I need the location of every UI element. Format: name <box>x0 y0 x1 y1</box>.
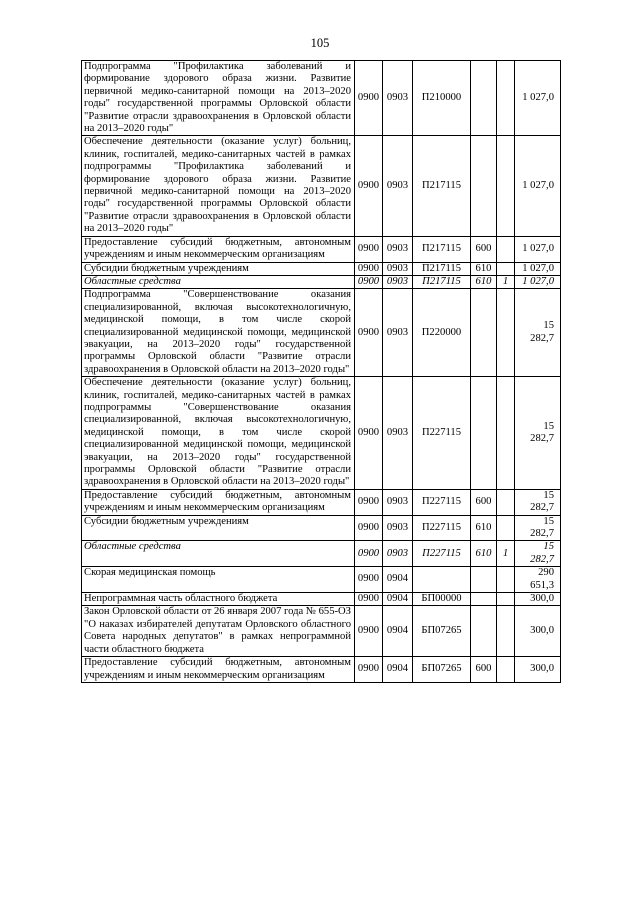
cell-source <box>497 61 515 136</box>
cell-subsection: 0903 <box>383 289 413 377</box>
cell-amount: 15 282,7 <box>515 541 561 567</box>
cell-source: 1 <box>497 541 515 567</box>
cell-subsection: 0903 <box>383 236 413 262</box>
cell-expense-type: 610 <box>471 515 497 541</box>
cell-source <box>497 489 515 515</box>
cell-subsection: 0903 <box>383 541 413 567</box>
cell-name: Обеспечение деятельности (оказание услуг) больниц, клиник, госпиталей, медико-санитарных частей в рамках подпрограммы "Совершенствование оказания специализированной, включая высокотехнологичную, медицинской помощи, в том числе скорой специализированной медицинской помощи, медицинской эвакуации, на 2013–2020 годы" государственной программы Орловской области "Развитие отрасли здравоохранения в Орловской области на 2013–2020 годы" <box>82 377 355 490</box>
cell-name: Предоставление субсидий бюджетным, автономным учреждениям и иным некоммерческим организациям <box>82 236 355 262</box>
cell-section: 0900 <box>355 61 383 136</box>
cell-amount: 300,0 <box>515 606 561 657</box>
cell-amount: 290 651,3 <box>515 567 561 593</box>
cell-expense-type: 610 <box>471 262 497 275</box>
cell-section: 0900 <box>355 136 383 236</box>
cell-source <box>497 606 515 657</box>
cell-expense-type <box>471 377 497 490</box>
cell-subsection: 0904 <box>383 567 413 593</box>
cell-source <box>497 236 515 262</box>
cell-source: 1 <box>497 275 515 288</box>
cell-amount: 15 282,7 <box>515 289 561 377</box>
cell-expense-type <box>471 567 497 593</box>
cell-expense-type: 610 <box>471 541 497 567</box>
cell-target-item: П217115 <box>413 262 471 275</box>
cell-target-item: П220000 <box>413 289 471 377</box>
table-row <box>82 489 561 515</box>
cell-target-item: П227115 <box>413 515 471 541</box>
cell-source <box>497 593 515 606</box>
cell-name: Предоставление субсидий бюджетным, автономным учреждениям и иным некоммерческим организациям <box>82 657 355 683</box>
cell-amount: 300,0 <box>515 593 561 606</box>
cell-section: 0900 <box>355 289 383 377</box>
cell-target-item: П227115 <box>413 541 471 567</box>
cell-target-item: БП07265 <box>413 657 471 683</box>
cell-amount: 300,0 <box>515 657 561 683</box>
cell-expense-type: 600 <box>471 236 497 262</box>
table-row <box>82 567 561 593</box>
cell-subsection: 0903 <box>383 515 413 541</box>
cell-name: Непрограммная часть областного бюджета <box>82 593 355 606</box>
cell-amount: 15 282,7 <box>515 377 561 490</box>
cell-name: Субсидии бюджетным учреждениям <box>82 262 355 275</box>
cell-amount: 1 027,0 <box>515 61 561 136</box>
cell-section: 0900 <box>355 236 383 262</box>
table-row <box>82 236 561 262</box>
cell-section: 0900 <box>355 489 383 515</box>
table-row <box>82 136 561 236</box>
table-row <box>82 593 561 606</box>
cell-section: 0900 <box>355 567 383 593</box>
cell-expense-type <box>471 136 497 236</box>
table-row <box>82 262 561 275</box>
cell-expense-type <box>471 289 497 377</box>
table-row <box>82 61 561 136</box>
cell-amount: 15 282,7 <box>515 489 561 515</box>
cell-section: 0900 <box>355 606 383 657</box>
cell-amount: 1 027,0 <box>515 136 561 236</box>
cell-section: 0900 <box>355 262 383 275</box>
cell-subsection: 0904 <box>383 593 413 606</box>
table-row <box>82 657 561 683</box>
page-number: 105 <box>310 36 330 50</box>
cell-target-item: П217115 <box>413 275 471 288</box>
cell-target-item: П227115 <box>413 489 471 515</box>
cell-subsection: 0903 <box>383 275 413 288</box>
cell-section: 0900 <box>355 593 383 606</box>
cell-expense-type <box>471 606 497 657</box>
cell-section: 0900 <box>355 515 383 541</box>
cell-section: 0900 <box>355 275 383 288</box>
cell-target-item: П217115 <box>413 236 471 262</box>
cell-expense-type: 610 <box>471 275 497 288</box>
cell-name: Скорая медицинская помощь <box>82 567 355 593</box>
cell-source <box>497 567 515 593</box>
cell-expense-type: 600 <box>471 489 497 515</box>
cell-target-item <box>413 567 471 593</box>
cell-name: Закон Орловской области от 26 января 2007 года № 655-ОЗ "О наказах избирателей депутатам Орловского областного Совета народных депутатов" в рамках непрограммной части областного бюджета <box>82 606 355 657</box>
cell-amount: 1 027,0 <box>515 262 561 275</box>
cell-expense-type: 600 <box>471 657 497 683</box>
cell-section: 0900 <box>355 657 383 683</box>
cell-source <box>497 657 515 683</box>
budget-table <box>81 60 561 683</box>
cell-amount: 1 027,0 <box>515 275 561 288</box>
table-row <box>82 377 561 490</box>
cell-subsection: 0903 <box>383 136 413 236</box>
table-row <box>82 515 561 541</box>
cell-section: 0900 <box>355 541 383 567</box>
cell-subsection: 0903 <box>383 262 413 275</box>
cell-subsection: 0903 <box>383 489 413 515</box>
cell-expense-type <box>471 593 497 606</box>
cell-source <box>497 377 515 490</box>
cell-source <box>497 289 515 377</box>
cell-name: Областные средства <box>82 275 355 288</box>
cell-amount: 1 027,0 <box>515 236 561 262</box>
cell-target-item: П210000 <box>413 61 471 136</box>
table-row <box>82 606 561 657</box>
table-body <box>82 61 561 683</box>
cell-name: Подпрограмма "Совершенствование оказания специализированной, включая высокотехнологичную, медицинской помощи, в том числе скорой специализированной медицинской помощи, медицинской эвакуации, на 2013–2020 годы" государственной программы Орловской области "Развитие отрасли здравоохранения в Орловской области на 2013–2020 годы" <box>82 289 355 377</box>
cell-target-item: П227115 <box>413 377 471 490</box>
cell-target-item: БП00000 <box>413 593 471 606</box>
table-row <box>82 289 561 377</box>
table-row <box>82 275 561 288</box>
cell-name: Предоставление субсидий бюджетным, автономным учреждениям и иным некоммерческим организациям <box>82 489 355 515</box>
cell-target-item: БП07265 <box>413 606 471 657</box>
cell-name: Субсидии бюджетным учреждениям <box>82 515 355 541</box>
cell-name: Обеспечение деятельности (оказание услуг) больниц, клиник, госпиталей, медико-санитарных частей в рамках подпрограммы "Профилактика заболеваний и формирование здорового образа жизни. Развитие первичной медико-санитарной помощи на 2013–2020 годы" государственной программы Орловской области "Развитие отрасли здравоохранения в Орловской области на 2013–2020 годы" <box>82 136 355 236</box>
cell-section: 0900 <box>355 377 383 490</box>
cell-name: Областные средства <box>82 541 355 567</box>
cell-subsection: 0903 <box>383 61 413 136</box>
cell-subsection: 0904 <box>383 606 413 657</box>
cell-amount: 15 282,7 <box>515 515 561 541</box>
cell-subsection: 0903 <box>383 377 413 490</box>
cell-subsection: 0904 <box>383 657 413 683</box>
table-row <box>82 541 561 567</box>
cell-source <box>497 136 515 236</box>
cell-expense-type <box>471 61 497 136</box>
cell-source <box>497 262 515 275</box>
cell-target-item: П217115 <box>413 136 471 236</box>
cell-name: Подпрограмма "Профилактика заболеваний и формирование здорового образа жизни. Развитие первичной медико-санитарной помощи на 2013–2020 годы" государственной программы Орловской области "Развитие отрасли здравоохранения в Орловской области на 2013–2020 годы" <box>82 61 355 136</box>
cell-source <box>497 515 515 541</box>
